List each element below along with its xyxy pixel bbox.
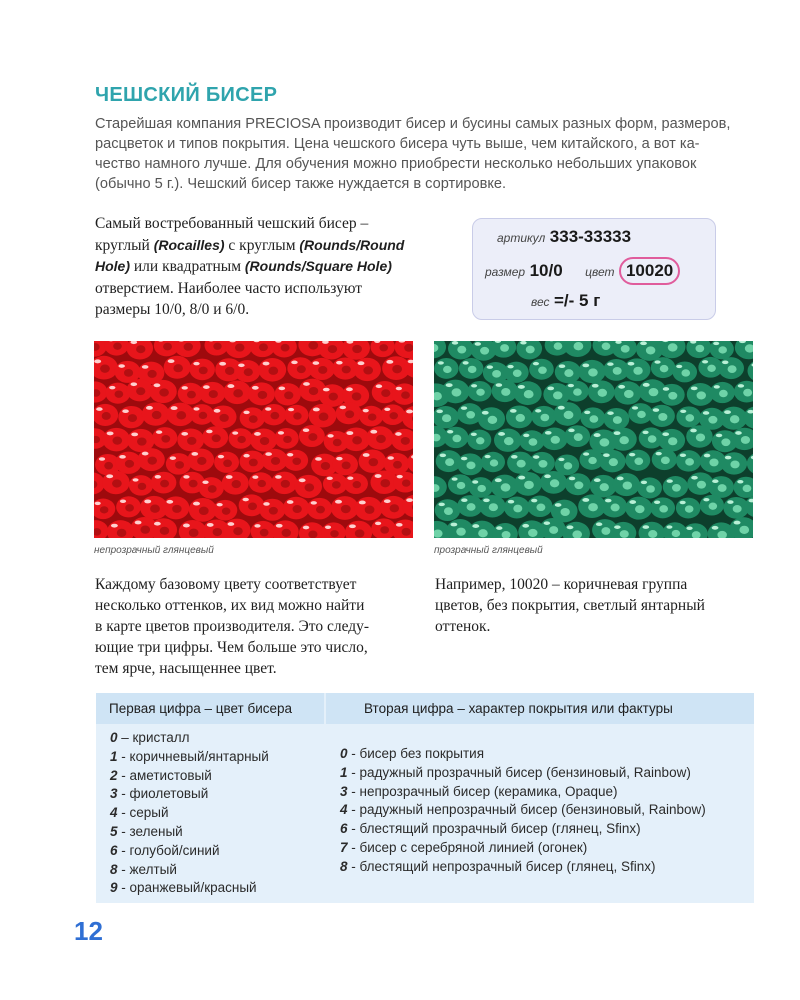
article-value: 333-33333 <box>549 227 632 246</box>
desc-line <box>95 256 440 278</box>
entry-digit: 5 <box>110 823 118 839</box>
size-value: 10/0 <box>529 261 563 280</box>
entry-digit: 7 <box>340 839 348 855</box>
label-card <box>472 218 716 320</box>
right-paragraph <box>435 574 705 637</box>
size-color-row <box>485 257 680 285</box>
entry-text: - блестящий непрозрачный бисер (глянец, Sfinx) <box>347 858 656 874</box>
table-entry <box>110 804 269 823</box>
table-entry <box>110 879 269 898</box>
table-left-column <box>110 729 269 898</box>
para-line: тем ярче, насыщеннее цвет. <box>95 660 277 677</box>
entry-digit: 6 <box>340 821 348 837</box>
desc-line: отверстием. Наиболее часто используют <box>95 279 362 297</box>
entry-digit: 0 <box>340 746 348 761</box>
entry-digit: 1 <box>340 764 348 780</box>
green-beads-photo <box>434 341 753 538</box>
table-header-left <box>96 693 324 724</box>
table-entry <box>340 820 706 839</box>
entry-digit: 8 <box>110 861 118 877</box>
table-entry <box>110 785 269 804</box>
entry-text: - блестящий прозрачный бисер (глянец, Sfinx) <box>347 821 641 837</box>
entry-text: - радужный непрозрачный бисер (бензиновый, Rainbow) <box>347 802 706 818</box>
entry-digit: 3 <box>110 786 118 802</box>
para-line: Например, 10020 – коричневая группа <box>435 576 688 593</box>
intro-line: (обычно 5 г.). Чешский бисер также нуждается в сортировке. <box>95 176 507 192</box>
intro-line: чество намного лучше. Для обучения можно приобрести несколько небольших упаковок <box>95 156 697 172</box>
table-entry <box>340 839 706 858</box>
entry-digit: 2 <box>110 767 118 783</box>
code-table <box>96 693 754 903</box>
intro-line: Старейшая компания PRECIOSA производит бисер и бусины самых разных форм, размеров, <box>95 116 731 132</box>
desc-text: или квадратным <box>130 258 245 275</box>
entry-digit: 8 <box>340 858 348 874</box>
table-header-right <box>326 693 754 724</box>
para-line: в карте цветов производителя. Это следу- <box>95 618 370 635</box>
desc-text: с круглым <box>224 236 300 254</box>
desc-term: (Rocailles) <box>153 236 225 253</box>
desc-line <box>95 235 440 257</box>
article-label: артикул <box>497 231 546 245</box>
desc-term: Hole) <box>95 258 130 274</box>
entry-text: - желтый <box>117 861 177 877</box>
photo-caption: непрозрачный глянцевый <box>94 545 214 556</box>
table-entry <box>340 745 706 764</box>
table-entry <box>110 729 269 748</box>
para-line: Каждому базовому цвету соответствует <box>95 576 357 593</box>
para-line: ющие три цифры. Чем больше это число, <box>95 639 368 656</box>
entry-digit: 0 <box>110 730 118 745</box>
table-entry <box>340 783 706 802</box>
left-paragraph <box>95 574 369 679</box>
entry-digit: 1 <box>110 748 118 764</box>
weight-label: вес <box>531 295 550 309</box>
table-entry <box>340 858 706 877</box>
table-entry <box>340 801 706 820</box>
weight-value: =/- 5 г <box>554 291 601 310</box>
entry-text: - серый <box>117 805 169 821</box>
description-paragraph <box>95 213 440 321</box>
desc-line: размеры 10/0, 8/0 и 6/0. <box>95 301 250 318</box>
red-beads-photo <box>94 341 413 538</box>
color-label: цвет <box>585 265 615 279</box>
table-entry <box>110 861 269 880</box>
red-beads-image <box>94 341 413 538</box>
table-entry <box>110 842 269 861</box>
size-label: размер <box>485 265 526 279</box>
desc-term: (Rounds/Round <box>299 236 405 253</box>
page-title: ЧЕШСКИЙ БИСЕР <box>95 84 278 106</box>
desc-text: круглый <box>95 236 154 254</box>
table-entry <box>340 764 706 783</box>
entry-text: - фиолетовый <box>117 786 209 802</box>
entry-text: - бисер без покрытия <box>347 746 485 761</box>
table-entry <box>110 823 269 842</box>
desc-term: (Rounds/Square Hole) <box>244 258 392 274</box>
desc-line: Самый востребованный чешский бисер – <box>95 215 369 232</box>
entry-digit: 4 <box>340 802 348 818</box>
entry-digit: 6 <box>110 842 118 858</box>
intro-line: расцветок и типов покрытия. Цена чешского бисера чуть выше, чем китайского, а вот ка- <box>95 136 700 152</box>
table-entry <box>110 748 269 767</box>
entry-text: - радужный прозрачный бисер (бензиновый, Rainbow) <box>347 764 691 780</box>
para-line: цветов, без покрытия, светлый янтарный <box>435 597 705 614</box>
entry-text: – кристалл <box>117 730 190 745</box>
photo-caption: прозрачный глянцевый <box>434 545 543 556</box>
page-number: 12 <box>74 916 103 946</box>
green-beads-image <box>434 341 753 538</box>
entry-digit: 3 <box>340 783 348 799</box>
entry-digit: 4 <box>110 805 118 821</box>
entry-text: - непрозрачный бисер (керамика, Opaque) <box>347 783 618 799</box>
entry-text: - коричневый/янтарный <box>117 748 269 764</box>
intro-paragraph <box>95 114 740 194</box>
para-line: несколько оттенков, их вид можно найти <box>95 597 365 614</box>
header-left-label: Первая цифра – цвет бисера <box>109 701 293 716</box>
article-row <box>497 227 631 247</box>
entry-text: - аметистовый <box>117 767 212 783</box>
table-entry <box>110 767 269 786</box>
para-line: оттенок. <box>435 618 491 635</box>
entry-text: - зеленый <box>117 823 183 839</box>
table-right-column <box>340 745 706 877</box>
entry-digit: 9 <box>110 880 118 896</box>
entry-text: - оранжевый/красный <box>117 880 257 896</box>
entry-text: - бисер с серебряной линией (огонек) <box>347 839 588 855</box>
color-value: 10020 <box>619 257 680 285</box>
header-right-label: Вторая цифра – характер покрытия или фактуры <box>364 701 673 716</box>
entry-text: - голубой/синий <box>117 842 220 858</box>
weight-row <box>531 291 600 311</box>
